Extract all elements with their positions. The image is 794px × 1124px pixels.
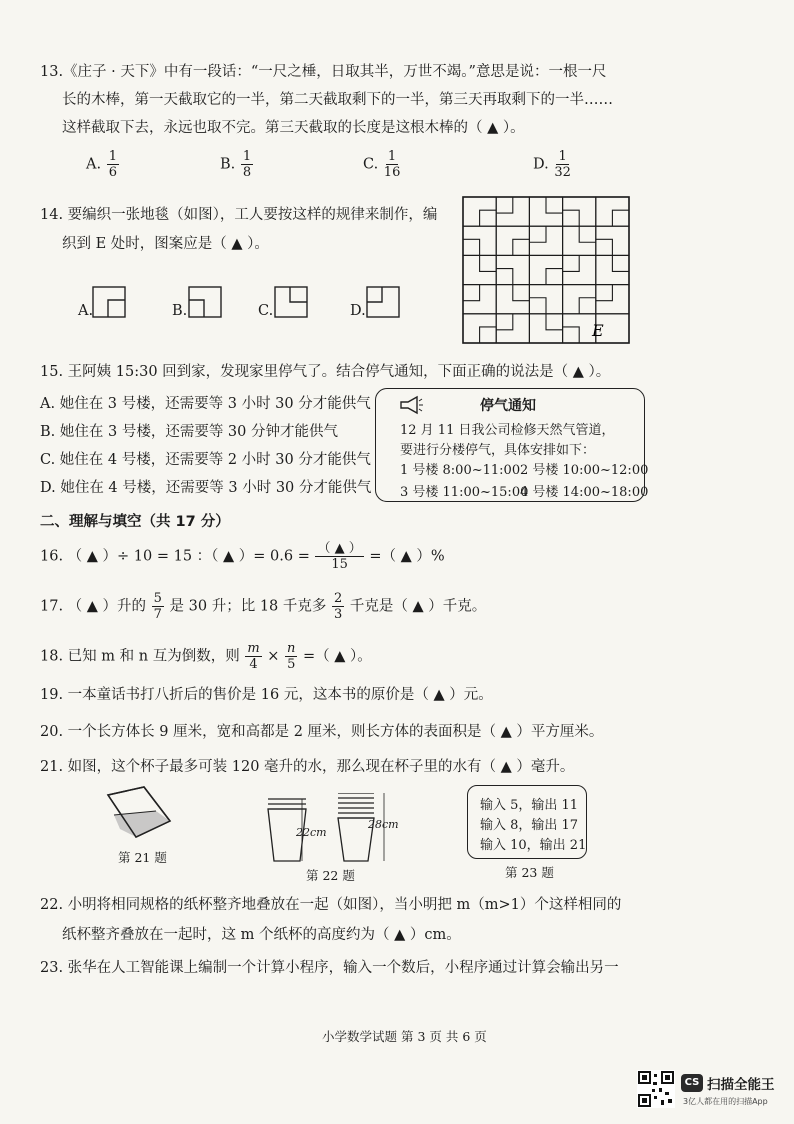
carpet-motif [612,210,629,226]
io-line-2: 输入 8，输出 17 [480,818,579,833]
option-label: C. [363,156,379,173]
qr-code-icon [637,1070,675,1108]
denominator: 7 [153,607,162,622]
denominator: 3 [334,607,343,622]
denominator: 8 [242,165,252,180]
carpet-motif [463,239,480,255]
numerator: m [247,641,260,656]
numerator: 5 [153,591,162,606]
carpet-motif [529,226,546,242]
carpet-motif [563,210,580,226]
notice-row1a: 1 号楼 8:00~11:00 [400,463,521,478]
fig21-caption: 第 21 题 [118,850,167,865]
fig22-height-1: 22cm [296,826,327,839]
carpet-motif [480,327,497,343]
q14-option-c-label: C. [258,303,274,319]
carpet-motif [579,298,596,314]
notice-row2b: 4 号楼 14:00~18:00 [520,485,649,500]
q17 [40,592,486,621]
scanner-brand: 扫描全能王 [707,1077,775,1093]
carpet-motif [612,255,629,271]
q14-option-b-label: B. [172,303,188,319]
fig21-tilted-cup [100,785,180,845]
carpet-pattern-grid [462,196,632,346]
times-sign: × [267,648,280,665]
numerator: 1 [108,149,117,164]
q13-option-c [363,150,401,179]
q16-text-b: =（ ▲ ）% [369,548,445,565]
carpet-motif [480,255,497,271]
q13-line2: 长的木棒，第一天截取它的一半，第二天截取剩下的一半，第三天再取剩下的一半…… [62,92,613,108]
numerator: 2 [334,591,343,606]
q19: 19. 一本童话书打八折后的售价是 16 元，这本书的原价是（ ▲ ）元。 [40,687,493,703]
q14-line2: 织到 E 处时，图案应是（ ▲ ）。 [62,236,269,252]
q14-option-a-pattern [92,286,126,318]
q14-option-b-pattern [188,286,222,318]
io-line-3: 输入 10，输出 21 [480,838,587,853]
gas-outage-notice [375,388,649,502]
denominator: 6 [108,165,117,180]
denominator: 4 [249,657,258,672]
q21: 21. 如图，这个杯子最多可装 120 毫升的水，那么现在杯子里的水有（ ▲ ）毫升。 [40,759,575,775]
q13-option-a [86,150,120,179]
q14-line1: 14. 要编织一张地毯（如图），工人要按这样的规律来制作，编 [40,207,438,223]
carpet-motif [579,226,596,242]
option-label: A. [86,156,102,173]
q16-text-a: 16. （ ▲ ）÷ 10 = 15 ：（ ▲ ）= 0.6 = [40,548,310,565]
q13-option-d [533,150,572,179]
carpet-motif [546,314,563,330]
q16 [40,542,445,571]
fig23-io-box [467,785,587,859]
grid-e-label: E [592,321,604,340]
carpet-motif [596,285,613,301]
q13-option-b [220,150,254,179]
q15-option-b: B. 她住在 3 号楼，还需要等 30 分钟才能供气 [40,424,338,440]
carpet-motif [463,285,480,301]
carpet-motif [546,197,563,213]
carpet-motif [513,285,530,301]
q23-line1: 23. 张华在人工智能课上编制一个计算小程序，输入一个数后，小程序通过计算会输出另一 [40,960,619,976]
q15-line1: 15. 王阿姨 15:30 回到家，发现家里停气了。结合停气通知，下面正确的说法是（ ▲ ）。 [40,364,611,380]
q15-option-a: A. 她住在 3 号楼，还需要等 3 小时 30 分才能供气 [40,396,371,412]
numerator: 1 [558,149,567,164]
q14-option-d-label: D. [350,303,366,319]
q18-text-a: 18. 已知 m 和 n 互为倒数，则 [40,648,240,665]
q18-text-b: =（ ▲ ）。 [303,648,372,665]
denominator: 32 [554,165,571,180]
carpet-motif [496,269,513,285]
denominator: 5 [287,657,296,672]
q22-line1: 22. 小明将相同规格的纸杯整齐地叠放在一起（如图），当小明把 m（m>1）个这样相同的 [40,897,622,913]
carpet-motif [546,269,563,285]
camscanner-logo-icon: CS [681,1074,703,1092]
numerator: 1 [387,149,397,164]
q17-text-c: 千克是（ ▲ ）千克。 [349,598,487,615]
notice-row2a: 3 号楼 11:00~15:00 [400,485,529,500]
carpet-motif [563,327,580,343]
q20: 20. 一个长方体长 9 厘米，宽和高都是 2 厘米，则长方体的表面积是（ ▲ ）平方厘米。 [40,724,604,740]
q13-line1: 13.《庄子 · 天下》中有一段话：“一尺之棰，日取其半，万世不竭。”意思是说：一根一尺 [40,64,607,80]
q18 [40,642,372,671]
fig22-height-2: 28cm [368,818,399,831]
numerator: （ ▲ ） [317,541,362,556]
q14-option-a-label: A. [78,303,94,319]
carpet-motif [513,239,530,255]
numerator: 1 [242,149,252,164]
q14-option-d-pattern [366,286,400,318]
fig22-caption: 第 22 题 [306,868,355,883]
q15-option-c: C. 她住在 4 号楼，还需要等 2 小时 30 分才能供气 [40,452,371,468]
carpet-motif [529,298,546,314]
io-line-1: 输入 5，输出 11 [480,798,579,813]
q22-line2: 纸杯整齐叠放在一起时，这 m 个纸杯的高度约为（ ▲ ）cm。 [62,927,461,943]
notice-row1b: 2 号楼 10:00~12:00 [520,463,649,478]
megaphone-icon [398,395,424,415]
q17-text-b: 是 30 升；比 18 千克多 [169,598,327,615]
option-label: B. [220,156,236,173]
notice-line1: 12 月 11 日我公司检修天然气管道， [400,423,615,438]
page-footer: 小学数学试题 第 3 页 共 6 页 [322,1029,487,1044]
numerator: n [287,641,296,656]
section-2-heading: 二、理解与填空（共 17 分） [40,514,230,530]
carpet-motif [480,210,497,226]
scanner-tagline: 3亿人都在用的扫描App [683,1097,768,1106]
q13-line3: 这样截取下去，永远也取不完。第三天截取的长度是这根木棒的（ ▲ ）。 [62,120,525,136]
carpet-motif [496,314,513,330]
option-label: D. [533,156,549,173]
q17-text-a: 17. （ ▲ ）升的 [40,598,147,615]
denominator: 15 [331,557,348,572]
q14-option-c-pattern [274,286,308,318]
carpet-motif [563,255,580,271]
denominator: 16 [383,165,401,180]
carpet-motif [596,239,613,255]
fig23-caption: 第 23 题 [505,865,554,880]
carpet-motif [496,197,513,213]
q15-option-d: D. 她住在 4 号楼，还需要等 3 小时 30 分才能供气 [40,480,372,496]
notice-line2: 要进行分楼停气，具体安排如下： [400,443,596,458]
notice-title: 停气通知 [480,398,536,414]
